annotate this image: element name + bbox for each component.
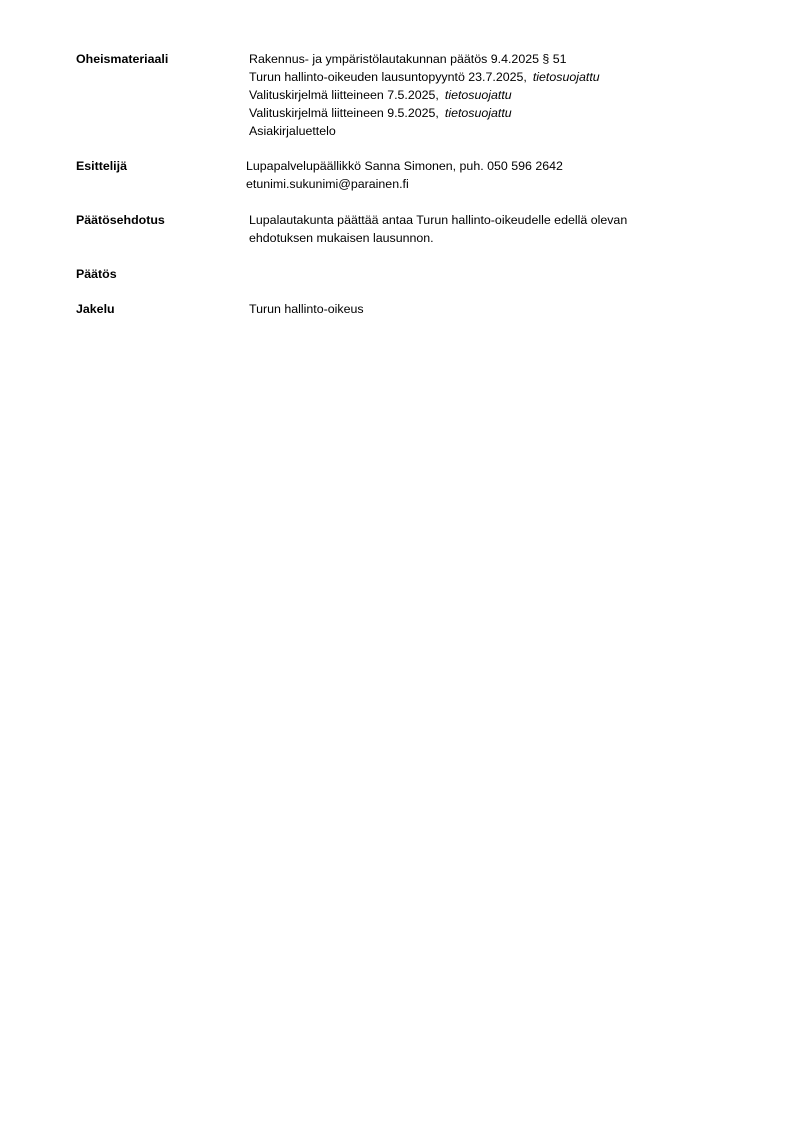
confidential-note: tietosuojattu — [444, 88, 512, 102]
presenter-info — [246, 157, 706, 193]
section-label: Päätös — [76, 267, 117, 281]
presenter-email: etunimi.sukunimi@parainen.fi — [246, 177, 409, 191]
attachment-item — [249, 122, 709, 140]
section-label: Esittelijä — [76, 159, 127, 173]
distribution-text: Turun hallinto-oikeus — [249, 302, 364, 316]
attachment-item — [249, 50, 709, 68]
attachment-text: Rakennus- ja ympäristölautakunnan päätös 9.4.2025 § 51 — [249, 52, 567, 66]
confidential-note: tietosuojattu — [444, 106, 512, 120]
attachment-item — [249, 68, 709, 86]
attachment-text: Valituskirjelmä liitteineen 9.5.2025, — [249, 106, 439, 120]
presenter-name: Lupapalvelupäällikkö Sanna Simonen, puh. 050 596 2642 — [246, 159, 563, 173]
attachment-text: Asiakirjaluettelo — [249, 124, 336, 138]
attachment-list — [249, 50, 709, 140]
attachment-item — [249, 86, 709, 104]
attachment-text: Valituskirjelmä liitteineen 7.5.2025, — [249, 88, 439, 102]
section-label: Päätösehdotus — [76, 213, 165, 227]
section-label: Jakelu — [76, 302, 115, 316]
section-label: Oheismateriaali — [76, 52, 169, 66]
decision-proposal-text: Lupalautakunta päättää antaa Turun hallinto-oikeudelle edellä olevan ehdotuksen mukaisen lausunnon. — [249, 213, 628, 245]
attachment-item — [249, 104, 709, 122]
confidential-note: tietosuojattu — [532, 70, 600, 84]
attachment-text: Turun hallinto-oikeuden lausuntopyyntö 23.7.2025, — [249, 70, 527, 84]
